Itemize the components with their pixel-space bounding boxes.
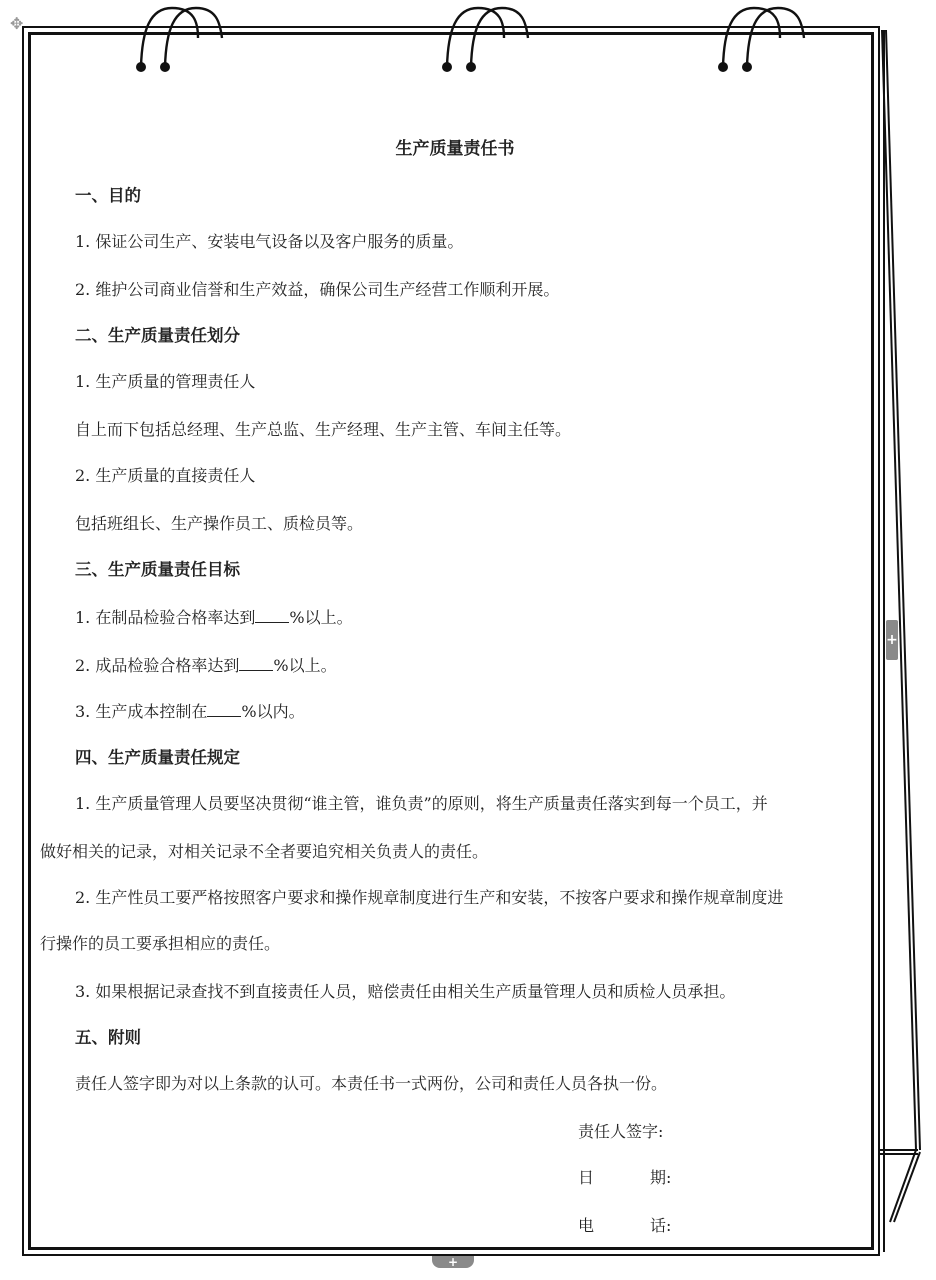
section-heading-purpose: 一、目的 [75,186,141,205]
expand-right-handle[interactable]: + [886,620,898,660]
move-handle-icon[interactable]: ✥ [10,14,24,33]
fill-blank[interactable] [255,606,289,623]
phone-label-char1: 电 [578,1216,595,1235]
paragraph: 行操作的员工要承担相应的责任。 [40,934,281,953]
target-item-cost [75,700,305,722]
paragraph: 1. 保证公司生产、安装电气设备以及客户服务的质量。 [75,232,464,251]
section-heading-division: 二、生产质量责任划分 [75,326,240,345]
section-heading-targets: 三、生产质量责任目标 [75,560,240,579]
paragraph: 2. 生产质量的直接责任人 [75,466,256,485]
paragraph: 包括班组长、生产操作员工、质检员等。 [75,514,364,533]
paragraph: 2. 生产性员工要严格按照客户要求和操作规章制度进行生产和安装，不按客户要求和操作规章制度进 [75,888,784,907]
paragraph: 自上而下包括总经理、生产总监、生产经理、生产主管、车间主任等。 [75,420,572,439]
target-suffix: %以上。 [273,656,337,675]
date-label-char1: 日 [578,1168,595,1187]
paragraph: 1. 生产质量管理人员要坚决贯彻“谁主管，谁负责”的原则，将生产质量责任落实到每一个员工，并 [75,794,768,813]
paragraph: 3. 如果根据记录查找不到直接责任人员，赔偿责任由相关生产质量管理人员和质检人员承担。 [75,982,736,1001]
signer-signature-label: 责任人签字: [578,1122,664,1141]
target-label: 2. 成品检验合格率达到 [75,656,240,675]
document-body [40,30,870,1250]
paragraph: 2. 维护公司商业信誉和生产效益，确保公司生产经营工作顺利开展。 [75,280,560,299]
target-item-finished [75,654,337,676]
target-suffix: %以上。 [289,608,353,627]
expand-bottom-handle[interactable]: + [432,1256,474,1268]
target-label: 1. 在制品检验合格率达到 [75,608,256,627]
section-heading-appendix: 五、附则 [75,1028,141,1047]
fill-blank[interactable] [239,654,273,671]
phone-label-char2: 话: [650,1216,672,1235]
paragraph: 1. 生产质量的管理责任人 [75,372,256,391]
date-label-char2: 期: [650,1168,672,1187]
target-suffix: %以内。 [241,702,305,721]
paragraph: 做好相关的记录，对相关记录不全者要追究相关负责人的责任。 [40,842,489,861]
section-heading-rules: 四、生产质量责任规定 [75,748,240,767]
target-label: 3. 生产成本控制在 [75,702,208,721]
page-curl [860,0,936,1280]
fill-blank[interactable] [207,700,241,717]
target-item-wip [75,606,353,628]
document-title: 生产质量责任书 [395,139,515,159]
paragraph: 责任人签字即为对以上条款的认可。本责任书一式两份，公司和责任人员各执一份。 [75,1074,668,1093]
